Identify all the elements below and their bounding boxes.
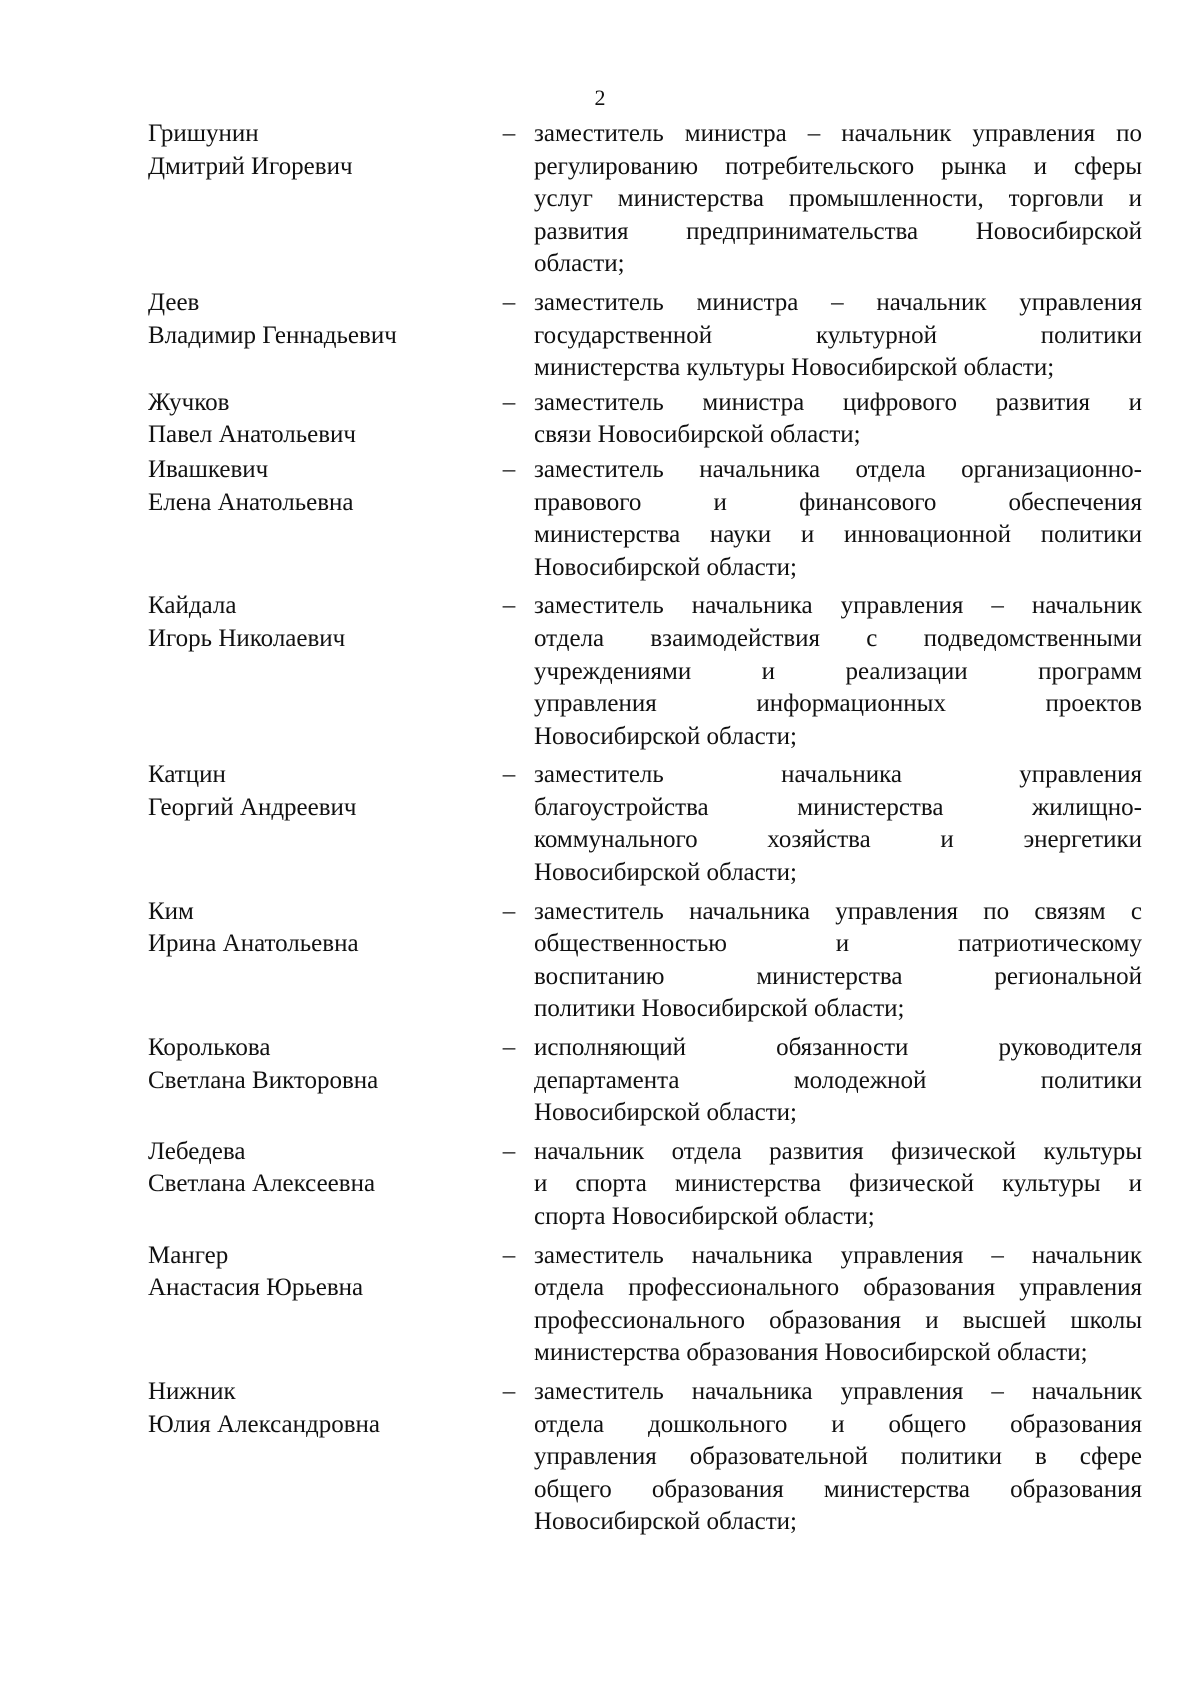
- position-line: коммунального хозяйства и энергетики: [534, 826, 1142, 854]
- given-name: Светлана Викторовна: [148, 1066, 379, 1094]
- list-item: [148, 590, 1142, 753]
- position-line: заместитель начальника управления – начальник: [534, 1241, 1142, 1269]
- position-line: отдела дошкольного и общего образования: [534, 1410, 1142, 1438]
- dash-separator: –: [502, 761, 516, 789]
- position-line: министерства образования Новосибирской области;: [534, 1339, 1088, 1367]
- position-line: спорта Новосибирской области;: [534, 1203, 875, 1230]
- position-description: [534, 590, 1142, 753]
- position-line: заместитель начальника управления по связям с: [534, 897, 1142, 925]
- position-line: Новосибирской области;: [534, 553, 798, 581]
- position-line: политики Новосибирской области;: [534, 995, 905, 1023]
- given-name: Елена Анатольевна: [148, 488, 354, 516]
- position-line: отдела профессионального образования управления: [534, 1274, 1142, 1302]
- person-name: [148, 287, 484, 385]
- dash-separator: –: [502, 1377, 516, 1405]
- dash-separator: –: [502, 1034, 516, 1062]
- position-line: общего образования министерства образования: [534, 1475, 1142, 1503]
- person-name: [148, 1376, 484, 1539]
- position-line: Новосибирской области;: [534, 1099, 798, 1127]
- position-line: регулированию потребительского рынка и сферы: [534, 152, 1142, 180]
- position-description: [534, 454, 1142, 584]
- position-line: государственной культурной политики: [534, 321, 1142, 349]
- member-list: [148, 118, 1142, 1539]
- position-description: [534, 287, 1142, 385]
- given-name: Ирина Анатольевна: [148, 930, 359, 958]
- position-line: исполняющий обязанности руководителя: [534, 1034, 1142, 1062]
- surname: Лебедева: [148, 1137, 246, 1165]
- position-line: заместитель начальника управления – начальник: [534, 1377, 1142, 1405]
- surname: Катцин: [148, 761, 226, 789]
- position-line: Новосибирской области;: [534, 1508, 798, 1536]
- position-line: заместитель министра цифрового развития и: [534, 388, 1142, 416]
- position-line: департамента молодежной политики: [534, 1066, 1142, 1094]
- position-description: [534, 896, 1142, 1026]
- given-name: Анастасия Юрьевна: [148, 1274, 364, 1302]
- position-line: заместитель министра – начальник управления по: [534, 120, 1142, 147]
- dash-separator: –: [502, 1137, 516, 1165]
- list-item: [148, 1032, 1142, 1130]
- position-description: [534, 1032, 1142, 1130]
- position-line: Новосибирской области;: [534, 722, 798, 750]
- position-line: связи Новосибирской области;: [534, 421, 861, 449]
- position-line: учреждениями и реализации программ: [534, 657, 1142, 685]
- list-item: [148, 1376, 1142, 1539]
- position-description: [534, 387, 1142, 452]
- position-description: [534, 118, 1142, 281]
- surname: Ким: [148, 897, 194, 925]
- person-name: [148, 896, 484, 1026]
- position-line: управления информационных проектов: [534, 690, 1142, 718]
- surname: Королькова: [148, 1034, 271, 1062]
- position-line: области;: [534, 250, 625, 278]
- given-name: Юлия Александровна: [148, 1410, 380, 1438]
- list-item: [148, 118, 1142, 281]
- list-item: [148, 387, 1142, 452]
- list-item: [148, 1240, 1142, 1370]
- surname: Гришунин: [148, 120, 259, 147]
- position-line: общественностью и патриотическому: [534, 930, 1142, 958]
- given-name: Владимир Геннадьевич: [148, 321, 397, 349]
- surname: Жучков: [148, 388, 230, 416]
- position-line: управления образовательной политики в сфере: [534, 1443, 1142, 1471]
- position-description: [534, 1136, 1142, 1234]
- person-name: [148, 454, 484, 584]
- person-name: [148, 590, 484, 753]
- dash-separator: –: [502, 388, 516, 416]
- dash-separator: –: [502, 288, 516, 316]
- page-number: 2: [594, 85, 606, 110]
- position-line: развития предпринимательства Новосибирской: [534, 217, 1142, 245]
- position-line: отдела взаимодействия с подведомственными: [534, 624, 1142, 652]
- given-name: Игорь Николаевич: [148, 624, 346, 652]
- surname: Деев: [148, 288, 200, 316]
- position-line: услуг министерства промышленности, торговли и: [534, 185, 1142, 213]
- position-line: начальник отдела развития физической культуры: [534, 1137, 1142, 1165]
- person-name: [148, 1240, 484, 1370]
- dash-separator: –: [502, 592, 516, 620]
- surname: Кайдала: [148, 592, 237, 620]
- list-item: [148, 759, 1142, 889]
- person-name: [148, 118, 484, 281]
- list-item: [148, 454, 1142, 584]
- position-line: благоустройства министерства жилищно-: [534, 793, 1142, 821]
- position-line: профессионального образования и высшей школы: [534, 1306, 1142, 1334]
- list-item: [148, 1136, 1142, 1234]
- position-line: министерства науки и инновационной политики: [534, 521, 1142, 549]
- list-item: [148, 287, 1142, 385]
- given-name: Павел Анатольевич: [148, 421, 357, 449]
- person-name: [148, 759, 484, 889]
- surname: Мангер: [148, 1241, 229, 1269]
- position-line: заместитель начальника управления: [534, 761, 1142, 789]
- position-line: заместитель начальника управления – начальник: [534, 592, 1142, 620]
- person-name: [148, 1032, 484, 1130]
- dash-separator: –: [502, 1241, 516, 1269]
- position-line: заместитель министра – начальник управления: [534, 288, 1142, 316]
- person-name: [148, 1136, 484, 1234]
- position-line: воспитанию министерства региональной: [534, 962, 1142, 990]
- list-item: [148, 896, 1142, 1026]
- given-name: Дмитрий Игоревич: [148, 152, 353, 180]
- position-line: министерства культуры Новосибирской области;: [534, 354, 1055, 382]
- person-name: [148, 387, 484, 452]
- position-description: [534, 1376, 1142, 1539]
- position-description: [534, 1240, 1142, 1370]
- position-line: правового и финансового обеспечения: [534, 488, 1142, 516]
- given-name: Георгий Андреевич: [148, 793, 357, 821]
- position-description: [534, 759, 1142, 889]
- dash-separator: –: [502, 897, 516, 925]
- position-line: и спорта министерства физической культуры и: [534, 1170, 1142, 1198]
- given-name: Светлана Алексеевна: [148, 1170, 376, 1198]
- surname: Ивашкевич: [148, 455, 269, 483]
- position-line: заместитель начальника отдела организационно-: [534, 455, 1142, 483]
- surname: Нижник: [148, 1377, 236, 1405]
- dash-separator: –: [502, 455, 516, 483]
- dash-separator: –: [502, 120, 516, 147]
- position-line: Новосибирской области;: [534, 859, 798, 887]
